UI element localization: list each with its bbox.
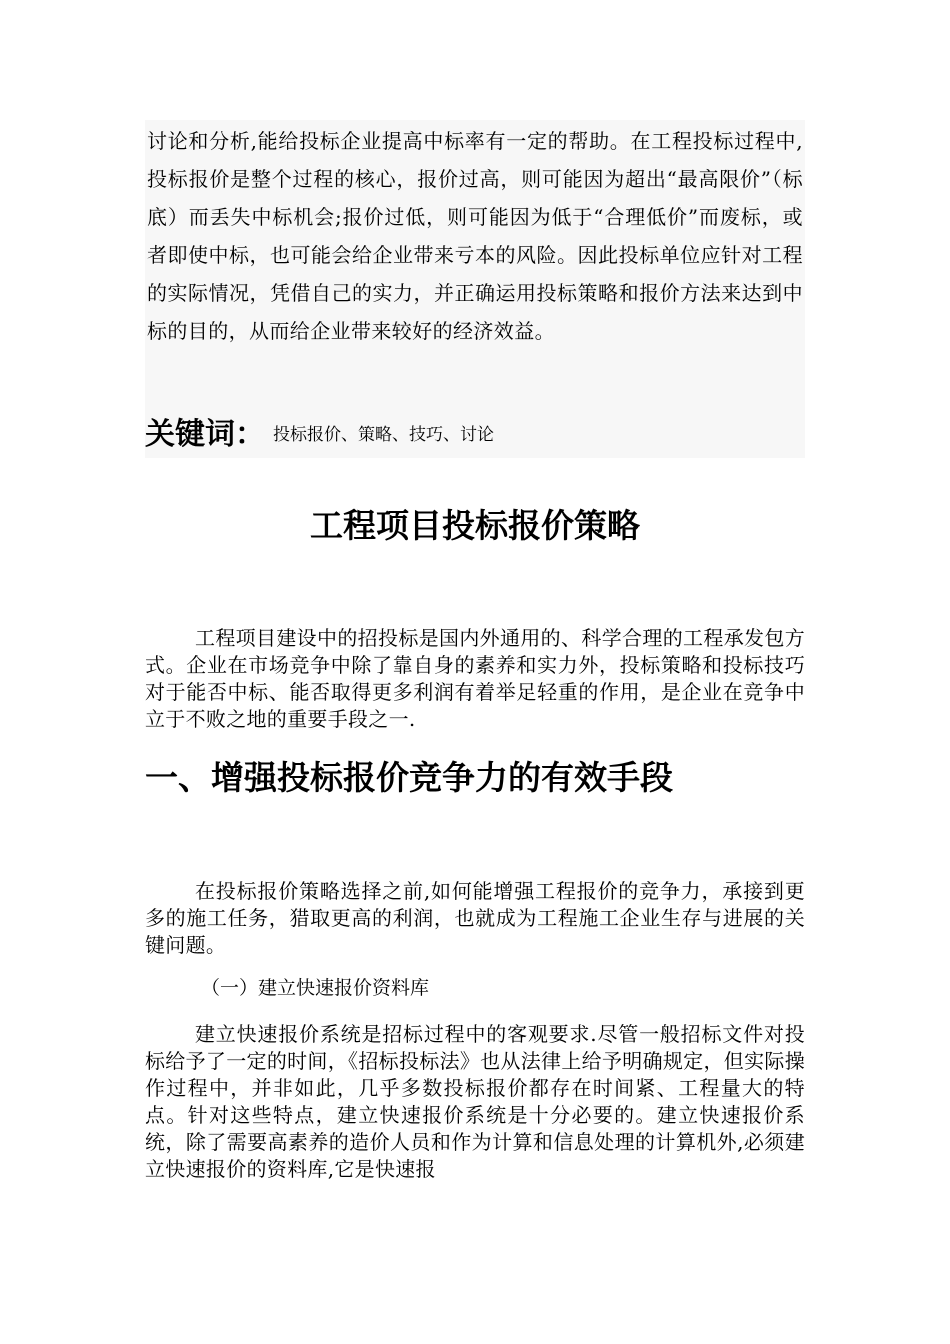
subsection-heading: （一）建立快速报价资料库 [201, 977, 430, 999]
keywords-label: 关键词： [145, 417, 265, 452]
document-title: 工程项目投标报价策略 [310, 506, 640, 545]
section-heading: 一、增强投标报价竞争力的有效手段 [145, 758, 673, 797]
intro-paragraph: 工程项目建设中的招投标是国内外通用的、科学合理的工程承发包方式。企业在市场竞争中除了靠自身的素养和实力外，投标策略和投标技巧对于能否中标、能否取得更多利润有着举足轻重的作用，是企业在竞争中立于不败之地的重要手段之一. [145, 626, 805, 731]
section-paragraph: 在投标报价策略选择之前,如何能增强工程报价的竞争力，承接到更多的施工任务，猎取更高的利润，也就成为工程施工企业生存与进展的关键问题。 [145, 879, 805, 957]
abstract-paragraph: 讨论和分析,能给投标企业提高中标率有一定的帮助。在工程投标过程中,投标报价是整个过程的核心，报价过高，则可能因为超出“最高限价”（标底）而丢失中标机会;报价过低，则可能因为低于“合理低价”而废标，或者即使中标，也可能会给企业带来亏本的风险。因此投标单位应针对工程的实际情况，凭借自己的实力，并正确运用投标策略和报价方法来达到中标的目的，从而给企业带来较好的经济效益。 [147, 129, 803, 343]
keywords-line [145, 413, 805, 457]
subsection-paragraph: 建立快速报价系统是招标过程中的客观要求.尽管一般招标文件对投标给予了一定的时间，《招标投标法》也从法律上给予明确规定，但实际操作过程中，并非如此，几乎多数投标报价都存在时间紧、工程量大的特点。针对这些特点，建立快速报价系统是十分必要的。建立快速报价系统，除了需要高素养的造价人员和作为计算和信息处理的计算机外,必须建立快速报价的资料库,它是快速报 [145, 1022, 805, 1181]
keywords-text: 投标报价、策略、技巧、讨论 [273, 425, 494, 445]
